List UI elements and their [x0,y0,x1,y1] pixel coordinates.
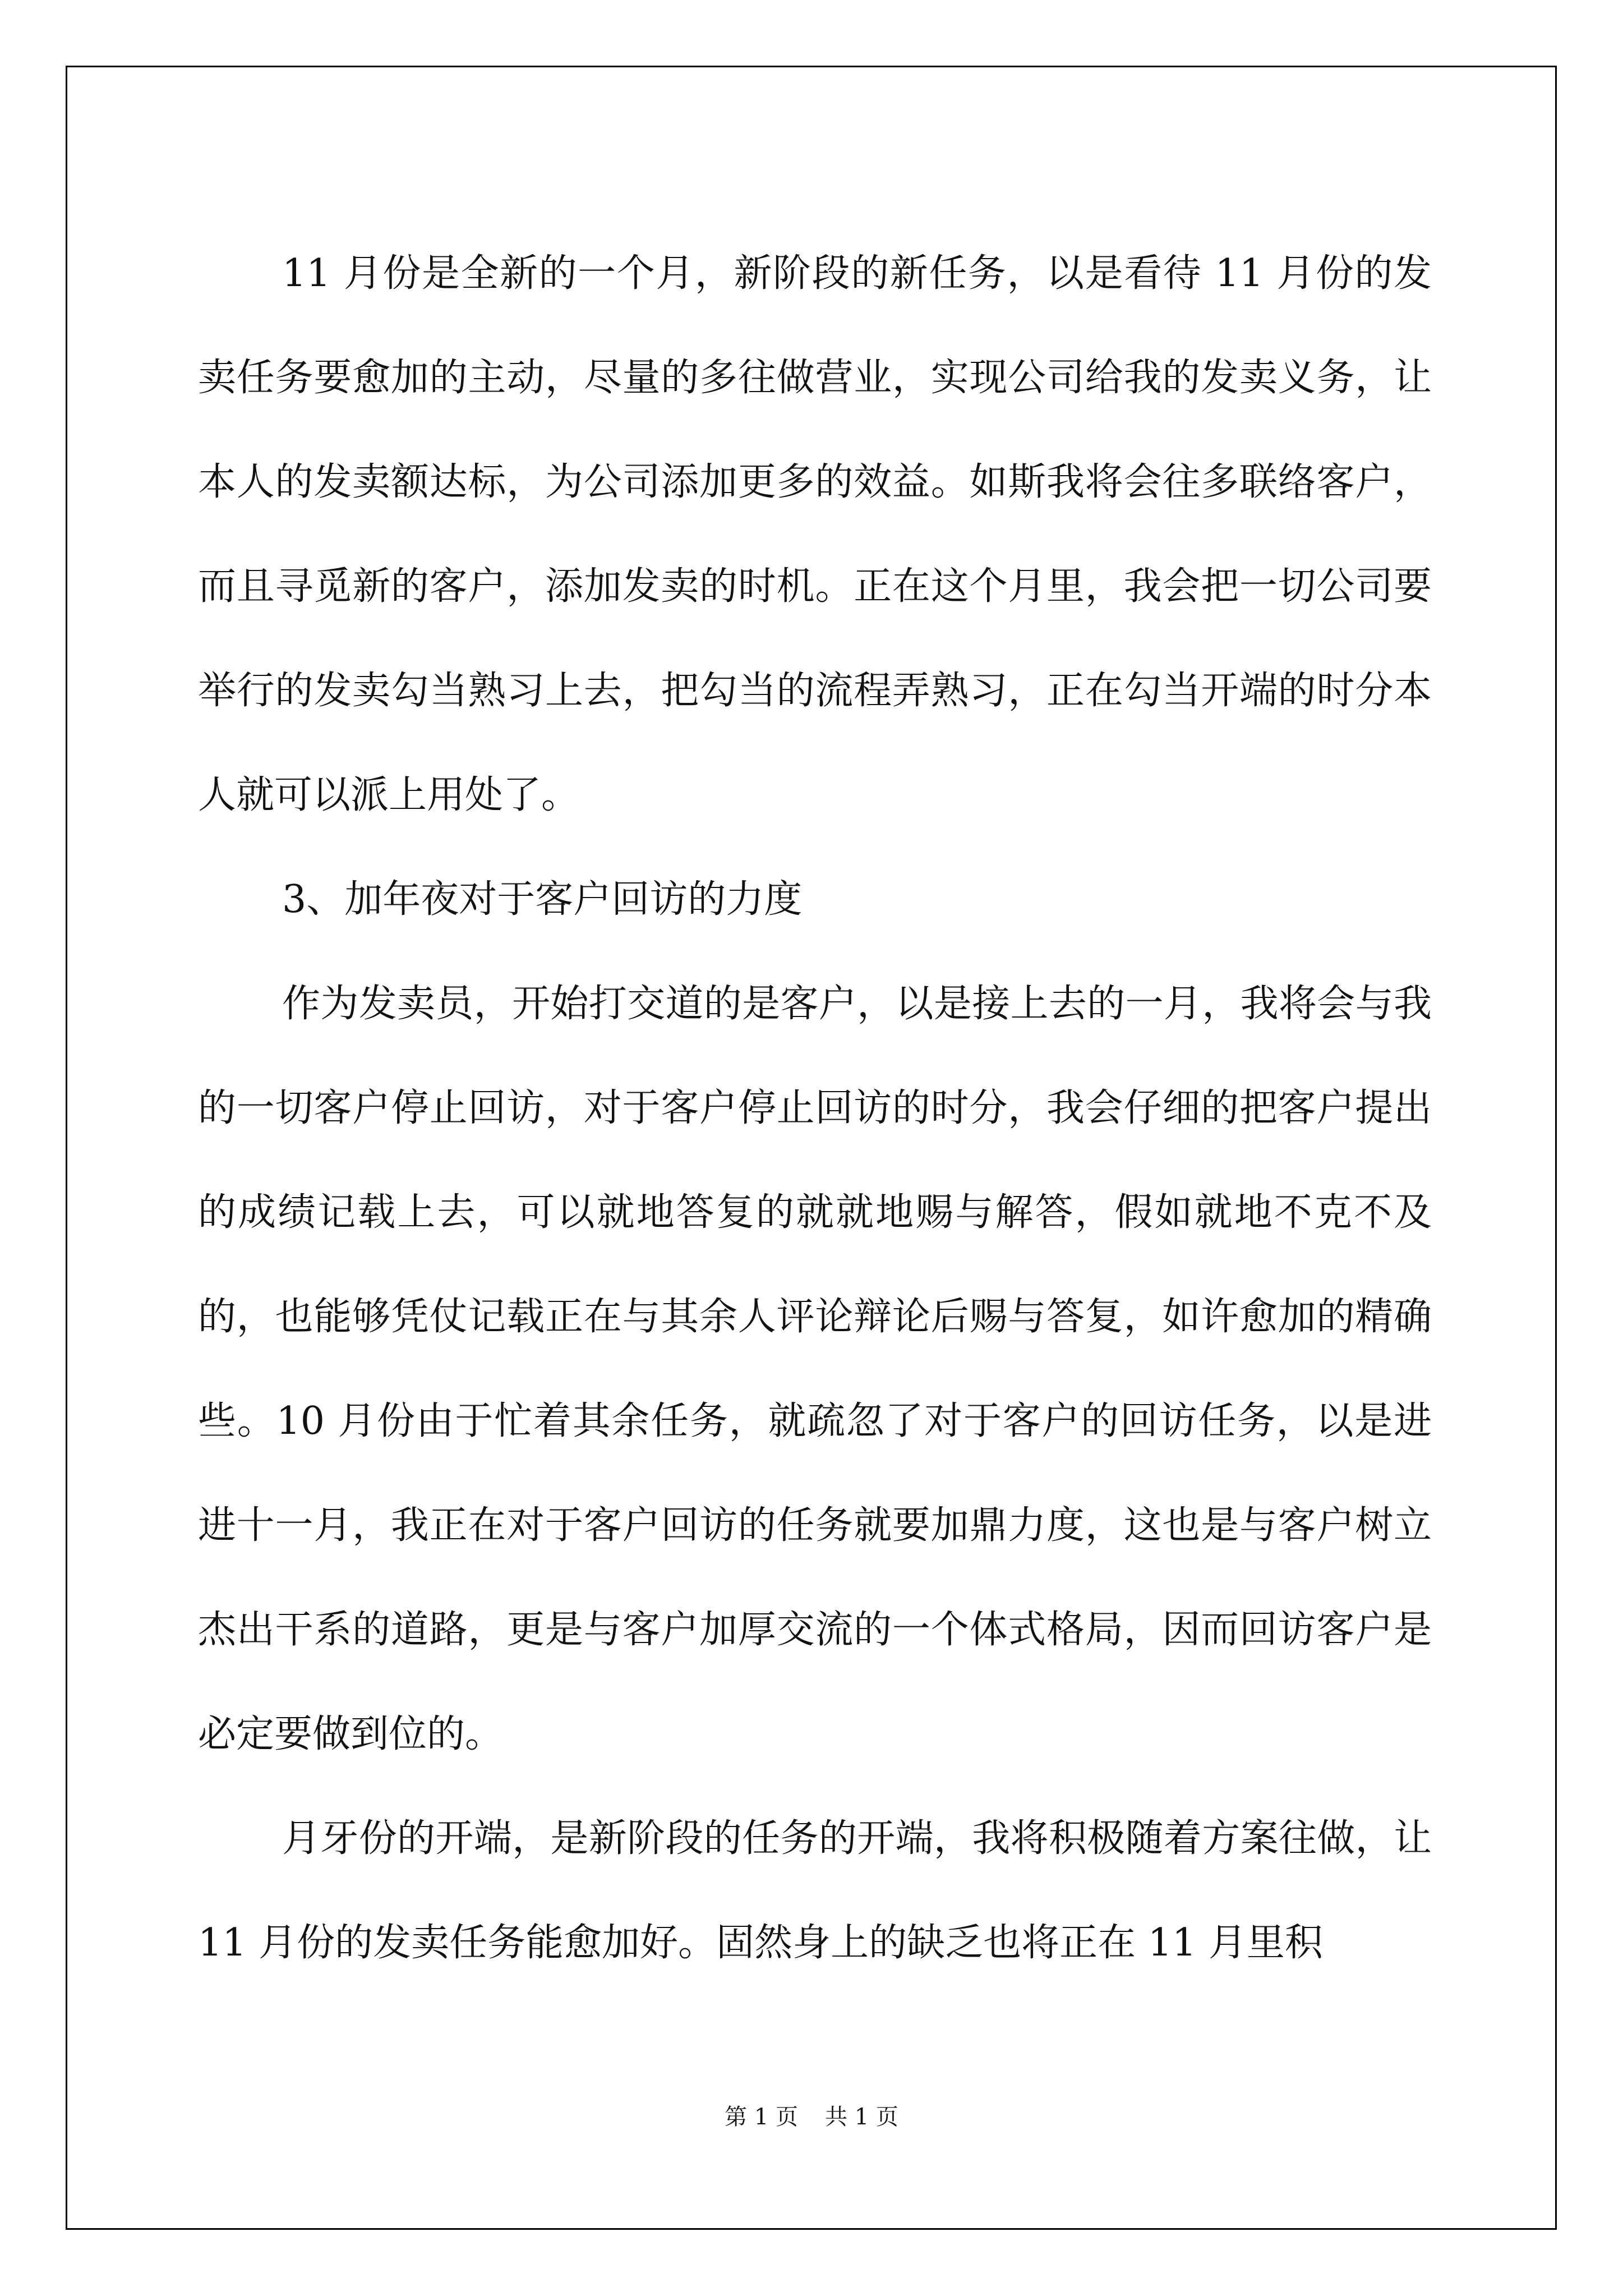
section-heading: 3、加年夜对于客户回访的力度 [282,877,803,922]
page-total-label: 共 1 页 [825,2104,898,2130]
paragraph: 月牙份的开端，是新阶段的任务的开端，我将积极随着方案往做，让 11 月份的发卖任务能愈加好。固然身上的缺乏也将正在 11 月里积 [198,1816,1432,1965]
page-number-label: 第 1 页 [725,2104,798,2130]
paragraph: 11 月份是全新的一个月，新阶段的新任务，以是看待 11 月份的发卖任务要愈加的主动，尽量的多往做营业，实现公司给我的发卖义务，让本人的发卖额达标，为公司添加更多的效益。如斯我将会往多联络客户，而且寻觅新的客户，添加发卖的时机。正在这个月里，我会把一切公司要举行的发卖勾当熟习上去，把勾当的流程弄熟习，正在勾当开端的时分本人就可以派上用处了。 [198,251,1432,817]
paragraph: 作为发卖员，开始打交道的是客户，以是接上去的一月，我将会与我的一切客户停止回访，对于客户停止回访的时分，我会仔细的把客户提出的成绩记载上去，可以就地答复的就就地赐与解答，假如就地不克不及的，也能够凭仗记载正在与其余人评论辩论后赐与答复，如许愈加的精确些。10 月份由于忙着其余任务，就疏忽了对于客户的回访任务，以是进进十一月，我正在对于客户回访的任务就要加鼎力度，这也是与客户树立杰出干系的道路，更是与客户加厚交流的一个体式格局，因而回访客户是必定要做到位的。 [198,982,1432,1756]
page-footer [0,2099,1623,2131]
document-body [198,222,1432,1995]
